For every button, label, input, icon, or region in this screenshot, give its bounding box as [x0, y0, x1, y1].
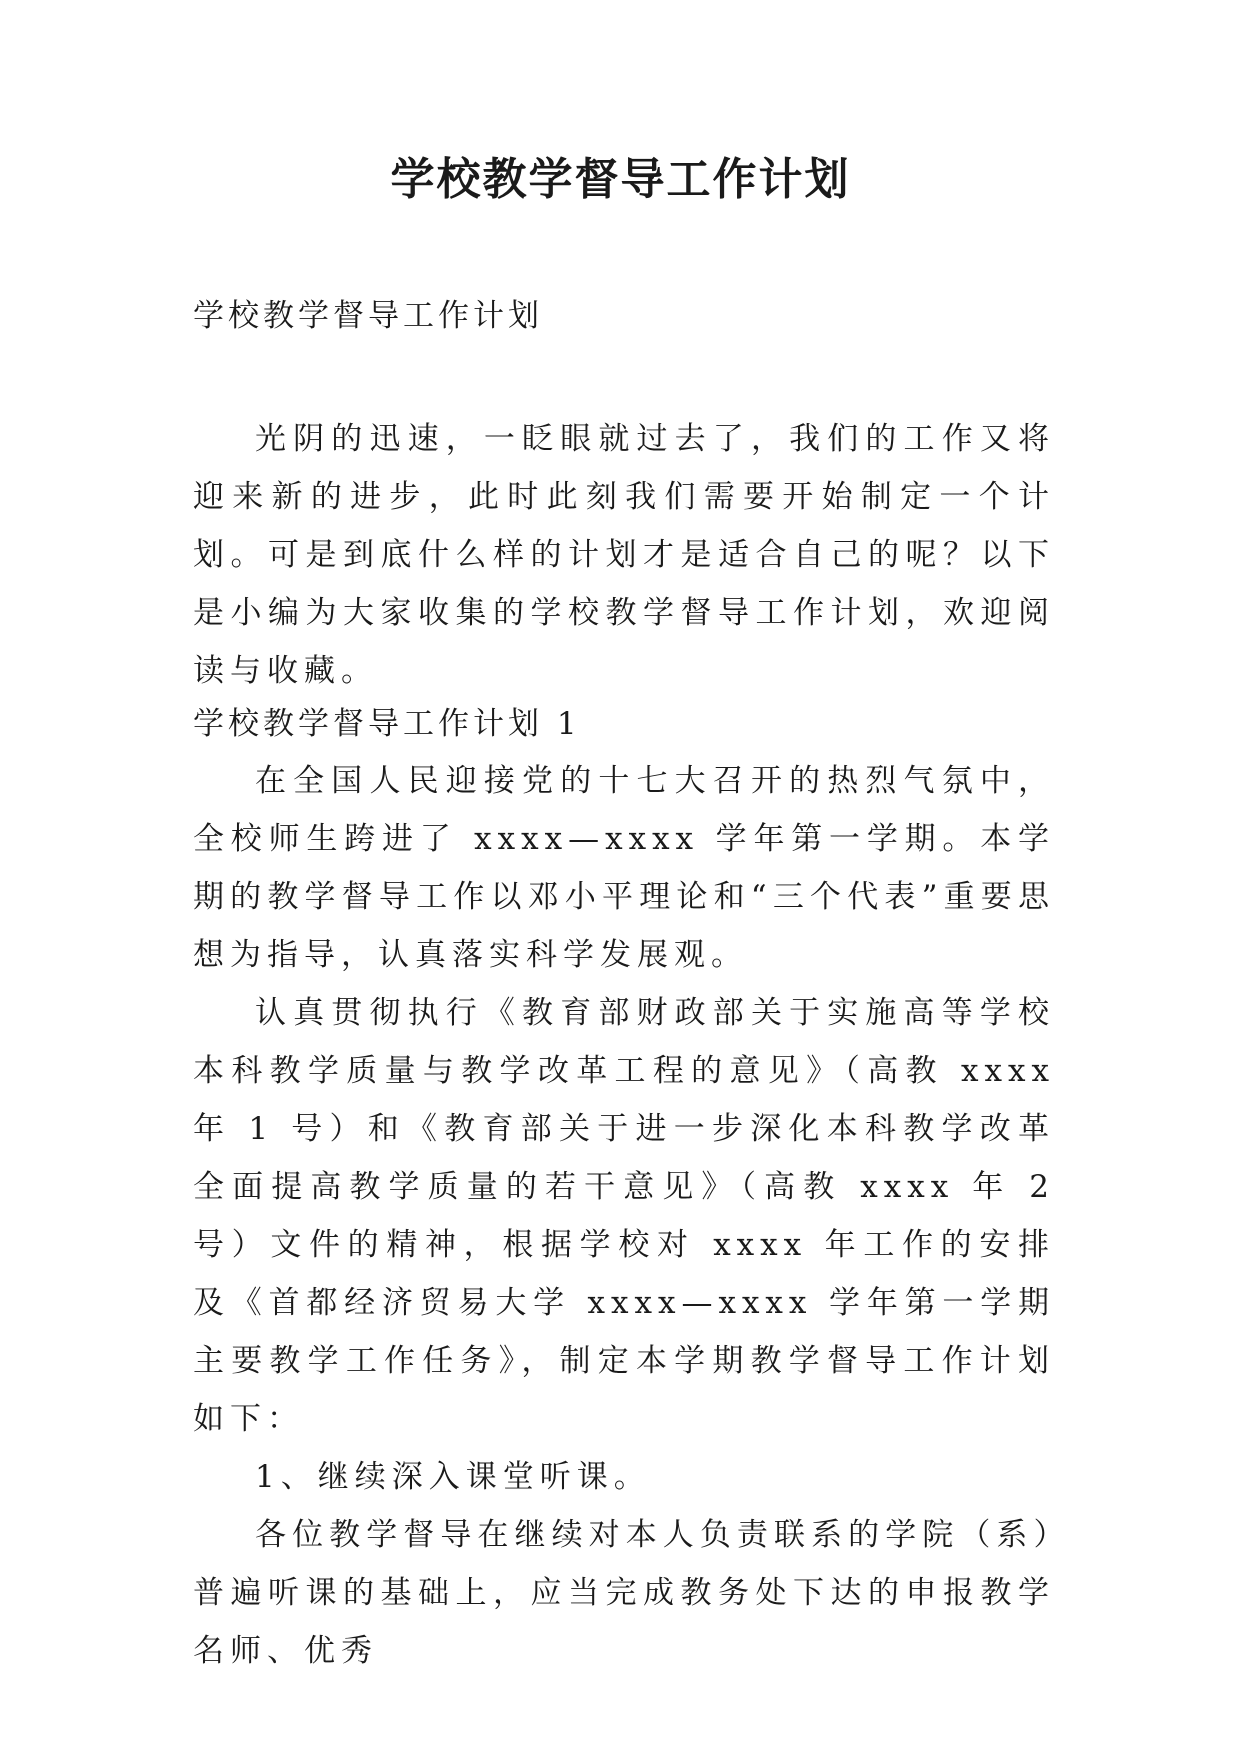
document-subtitle: 学校教学督导工作计划 — [193, 298, 543, 334]
document-title: 学校教学督导工作计划 — [390, 154, 851, 205]
intro-paragraph: 光阴的迅速，一眨眼就过去了，我们的工作又将迎来新的进步，此时此刻我们需要开始制定一个计划。可是到底什么样的计划才是适合自己的呢？以下是小编为大家收集的学校教学督导工作计划，欢迎阅读与收藏。 — [193, 421, 1055, 689]
body-paragraph: 认真贯彻执行《教育部财政部关于实施高等学校本科教学质量与教学改革工程的意见》（高教 xxxx 年 1 号）和《教育部关于进一步深化本科教学改革全面提高教学质量的若干意见》（高教 xxxx 年 2 号）文件的精神，根据学校对 xxxx 年工作的安排及《首都经济贸易大学 xxxx—xxxx 学年第一学期主要教学工作任务》，制定本学期教学督导工作计划如下： — [193, 995, 1055, 1437]
body-paragraph: 在全国人民迎接党的十七大召开的热烈气氛中，全校师生跨进了 xxxx—xxxx 学年第一学期。本学期的教学督导工作以邓小平理论和“三个代表”重要思想为指导，认真落实科学发展观。 — [193, 763, 1055, 973]
body-paragraph: 1、继续深入课堂听课。 — [255, 1459, 651, 1495]
body-paragraph: 各位教学督导在继续对本人负责联系的学院（系）普遍听课的基础上，应当完成教务处下达的申报教学名师、优秀 — [193, 1517, 1055, 1669]
section-heading: 学校教学督导工作计划 1 — [193, 706, 581, 742]
section-body — [193, 752, 1055, 1680]
